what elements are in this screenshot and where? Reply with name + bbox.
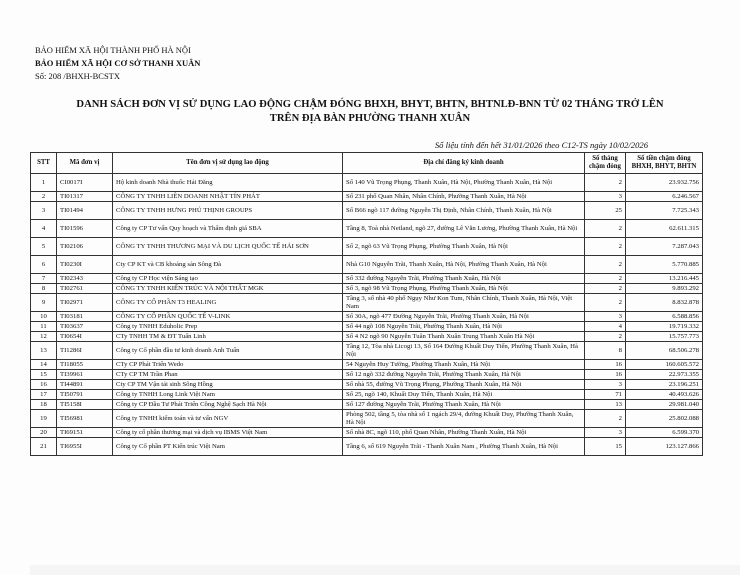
- table-row: [31, 410, 703, 428]
- cell-code: TI01494: [57, 202, 113, 220]
- cell-months: 15: [585, 438, 626, 456]
- cell-months: 2: [585, 284, 626, 294]
- cell-stt: 11: [31, 322, 57, 332]
- cell-amount: 13.216.445: [626, 274, 703, 284]
- document-title-line-1: DANH SÁCH ĐƠN VỊ SỬ DỤNG LAO ĐỘNG CHẬM ĐÓNG BHXH, BHYT, BHTN, BHTNLĐ-BNN TỪ 02 THÁNG TRỞ LÊN: [76, 99, 664, 110]
- branch-name: BẢO HIỂM XÃ HỘI CƠ SỞ THANH XUÂN: [35, 58, 201, 68]
- cell-code: TI02761: [57, 284, 113, 294]
- cell-address: Số 140 Vũ Trọng Phụng, Thanh Xuân, Hà Nội, Phường Thanh Xuân, Hà Nội: [343, 174, 585, 192]
- cell-months: 2: [585, 220, 626, 238]
- cell-stt: 16: [31, 380, 57, 390]
- cell-name: CÔNG TY CỔ PHẦN QUỐC TẾ V-LINK: [113, 312, 343, 322]
- overdue-employers-table: [30, 152, 703, 456]
- cell-address: Tầng 6, số 619 Nguyễn Trãi - Thanh Xuân Nam , Phường Thanh Xuân, Hà Nội: [343, 438, 585, 456]
- cell-address: Phòng 502, tầng 5, tòa nhà số 1 ngách 29/4, đường Khuất Duy, Phường Thanh Xuân, Hà Nội: [343, 410, 585, 428]
- table-row: [31, 390, 703, 400]
- cell-code: TI03181: [57, 312, 113, 322]
- cell-amount: 6.588.856: [626, 312, 703, 322]
- cell-stt: 3: [31, 202, 57, 220]
- cell-code: TI02343: [57, 274, 113, 284]
- table-row: [31, 256, 703, 274]
- cell-stt: 8: [31, 284, 57, 294]
- cell-months: 8: [585, 342, 626, 360]
- table-header-row: [31, 153, 703, 174]
- cell-code: CI0017I: [57, 174, 113, 192]
- cell-code: TI02971: [57, 294, 113, 312]
- cell-code: TI0230I: [57, 256, 113, 274]
- cell-months: 3: [585, 192, 626, 202]
- cell-name: Cty CP KT và CB khoáng sản Sông Đà: [113, 256, 343, 274]
- cell-address: Số 231 phố Quan Nhân, Nhân Chính, Phường Thanh Xuân, Hà Nội: [343, 192, 585, 202]
- cell-stt: 18: [31, 400, 57, 410]
- cell-address: Số 3, ngõ 98 Vũ Trọng Phụng, Phường Thanh Xuân, Hà Nội: [343, 284, 585, 294]
- table-row: [31, 294, 703, 312]
- cell-stt: 17: [31, 390, 57, 400]
- table-row: [31, 220, 703, 238]
- cell-name: Cty CP TM Vận tải sinh Sông Hồng: [113, 380, 343, 390]
- cell-months: 3: [585, 428, 626, 438]
- table-row: [31, 428, 703, 438]
- cell-amount: 123.127.866: [626, 438, 703, 456]
- document-title-line-2: TRÊN ĐỊA BÀN PHƯỜNG THANH XUÂN: [269, 113, 471, 124]
- cell-amount: 160.605.572: [626, 360, 703, 370]
- cell-months: 2: [585, 238, 626, 256]
- cell-address: Số 2, ngõ 63 Vũ Trọng Phụng, Phường Thanh Xuân, Hà Nội: [343, 238, 585, 256]
- cell-name: Công ty Cổ phần PT Kiến trúc Việt Nam: [113, 438, 343, 456]
- cell-amount: 29.981.040: [626, 400, 703, 410]
- cell-code: TI69151: [57, 428, 113, 438]
- cell-months: 3: [585, 312, 626, 322]
- cell-code: TI18055: [57, 360, 113, 370]
- cell-stt: 15: [31, 370, 57, 380]
- cell-name: Hộ kinh doanh Nhà thuốc Hải Đăng: [113, 174, 343, 192]
- cell-amount: 23.932.756: [626, 174, 703, 192]
- cell-months: 2: [585, 274, 626, 284]
- cell-name: Công ty cổ phần thương mại và dịch vụ IBMS Việt Nam: [113, 428, 343, 438]
- cell-name: Công ty CP Học viện Sáng tạo: [113, 274, 343, 284]
- cell-amount: 19.719.332: [626, 322, 703, 332]
- cell-code: TI39961: [57, 370, 113, 380]
- col-header-name: Tên đơn vị sử dụng lao động: [113, 153, 343, 174]
- cell-name: CÔNG TY TNHH THƯƠNG MẠI VÀ DU LỊCH QUỐC TẾ HẢI SƠN: [113, 238, 343, 256]
- table-row: [31, 174, 703, 192]
- document-number: Số: 208 /BHXH-BCSTX: [35, 71, 121, 81]
- cell-stt: 1: [31, 174, 57, 192]
- cell-stt: 7: [31, 274, 57, 284]
- table-row: [31, 370, 703, 380]
- table-row: [31, 360, 703, 370]
- cell-name: Công ty TNHH Eduholic Prep: [113, 322, 343, 332]
- cell-name: CÔNG TY TNHH LIÊN DOANH NHẬT TÍN PHÁT: [113, 192, 343, 202]
- cell-months: 16: [585, 370, 626, 380]
- cell-months: 2: [585, 332, 626, 342]
- cell-months: 2: [585, 294, 626, 312]
- cell-months: 2: [585, 174, 626, 192]
- cell-stt: 4: [31, 220, 57, 238]
- cell-name: CTy CP Phát Triển Wedo: [113, 360, 343, 370]
- cell-stt: 2: [31, 192, 57, 202]
- cell-amount: 6.246.567: [626, 192, 703, 202]
- table-row: [31, 400, 703, 410]
- cell-name: CÔNG TY CỔ PHẦN T3 HEALING: [113, 294, 343, 312]
- col-header-months: Số tháng chậm đóng: [585, 153, 626, 174]
- cell-address: Số 4 N2 ngõ 90 Nguyễn Tuân Thanh Xuân Trung Thanh Xuân Hà Nội: [343, 332, 585, 342]
- cell-amount: 6.599.370: [626, 428, 703, 438]
- cell-months: 3: [585, 380, 626, 390]
- col-header-code: Mã đơn vị: [57, 153, 113, 174]
- cell-address: Số nhà 55, đường Vũ Trọng Phụng, Phường Thanh Xuân, Hà Nội: [343, 380, 585, 390]
- cell-name: Công ty CP Tư vấn Quy hoạch và Thẩm định giá SBA: [113, 220, 343, 238]
- cell-name: CTy TNHH TM & ĐT Tuấn Linh: [113, 332, 343, 342]
- cell-stt: 14: [31, 360, 57, 370]
- cell-address: Số nhà 8C, ngõ 110, phố Quan Nhân, Phường Thanh Xuân, Hà Nội: [343, 428, 585, 438]
- cell-amount: 7.725.343: [626, 202, 703, 220]
- cell-address: Số 25, ngõ 140, Khuất Duy Tiến, Thanh Xuân, Hà Nội: [343, 390, 585, 400]
- table-row: [31, 274, 703, 284]
- cell-name: Công ty Cổ phần đầu tư kinh doanh Anh Tuấn: [113, 342, 343, 360]
- cell-months: 2: [585, 256, 626, 274]
- cell-stt: 6: [31, 256, 57, 274]
- cell-address: Số 127 đường Nguyễn Trãi, Phường Thanh Xuân, Hà Nội: [343, 400, 585, 410]
- cell-code: TI50791: [57, 390, 113, 400]
- cell-code: TI02106: [57, 238, 113, 256]
- cell-code: TI03637: [57, 322, 113, 332]
- cell-name: CÔNG TY TNHH KIẾN TRÚC VÀ NỘI THẤT MGK: [113, 284, 343, 294]
- cell-amount: 8.832.878: [626, 294, 703, 312]
- cell-amount: 22.973.355: [626, 370, 703, 380]
- cell-address: Tầng 12, Tòa nhà Licogi 13, Số 164 Đường Khuất Duy Tiến, Phường Thanh Xuân, Hà Nội: [343, 342, 585, 360]
- cell-name: CÔNG TY TNHH HƯNG PHÚ THỊNH GROUPS: [113, 202, 343, 220]
- cell-code: TI6955I: [57, 438, 113, 456]
- cell-code: TI1286I: [57, 342, 113, 360]
- cell-address: Số 12 ngõ 332 đường Nguyễn Trãi, Phường Thanh Xuân, Hà Nội: [343, 370, 585, 380]
- cell-address: Nhà G10 Nguyễn Trãi, Thanh Xuân, Hà Nội, Phường Thanh Xuân, Hà Nội: [343, 256, 585, 274]
- col-header-address: Địa chỉ đăng ký kinh doanh: [343, 153, 585, 174]
- cell-stt: 13: [31, 342, 57, 360]
- table-row: [31, 202, 703, 220]
- cell-months: 4: [585, 322, 626, 332]
- cell-amount: 9.893.292: [626, 284, 703, 294]
- table-row: [31, 192, 703, 202]
- cell-amount: 62.611.315: [626, 220, 703, 238]
- table-body: [31, 174, 703, 456]
- cell-months: 2: [585, 410, 626, 428]
- cell-stt: 9: [31, 294, 57, 312]
- cell-stt: 12: [31, 332, 57, 342]
- table-row: [31, 342, 703, 360]
- cell-amount: 15.757.773: [626, 332, 703, 342]
- page-continuation-edge: [30, 565, 740, 575]
- table-row: [31, 312, 703, 322]
- table-row: [31, 284, 703, 294]
- cell-address: Số 44 ngõ 108 Nguyễn Trãi, Phường Thanh Xuân, Hà Nội: [343, 322, 585, 332]
- cell-address: 54 Nguyễn Huy Tưởng, Phường Thanh Xuân, Hà Nội: [343, 360, 585, 370]
- cell-address: Số B66 ngõ 117 đường Nguyễn Thị Định, Nhân Chính, Thanh Xuân, Hà Nội: [343, 202, 585, 220]
- cell-address: Số 332 đường Nguyễn Trãi, Phường Thanh Xuân, Hà Nội: [343, 274, 585, 284]
- cell-stt: 20: [31, 428, 57, 438]
- cell-amount: 68.506.278: [626, 342, 703, 360]
- cell-name: Công ty TNHH kiểm toán và tư vấn NGV: [113, 410, 343, 428]
- cell-amount: 25.802.088: [626, 410, 703, 428]
- table-row: [31, 380, 703, 390]
- cell-stt: 5: [31, 238, 57, 256]
- table-row: [31, 238, 703, 256]
- cell-address: Số 30A, ngõ 477 Đường Nguyễn Trãi, Phường Thanh Xuân, Hà Nội: [343, 312, 585, 322]
- col-header-amount: Số tiền chậm đóng BHXH, BHYT, BHTN: [626, 153, 703, 174]
- cell-stt: 19: [31, 410, 57, 428]
- cell-address: Tầng 3, số nhà 40 phố Ngụy Như Kon Tum, Nhân Chính, Thanh Xuân, Hà Nội, Việt Nam: [343, 294, 585, 312]
- cell-address: Tầng 8, Toà nhà Netland, ngõ 27, đường Lê Văn Lương, Phường Thanh Xuân, Hà Nội: [343, 220, 585, 238]
- table-row: [31, 322, 703, 332]
- cell-amount: 23.196.251: [626, 380, 703, 390]
- cell-months: 13: [585, 400, 626, 410]
- cell-code: TI01596: [57, 220, 113, 238]
- cell-code: TI56981: [57, 410, 113, 428]
- cell-stt: 21: [31, 438, 57, 456]
- agency-name: BẢO HIỂM XÃ HỘI THÀNH PHỐ HÀ NỘI: [35, 45, 191, 55]
- cell-amount: 5.770.885: [626, 256, 703, 274]
- cell-name: Công ty CP Đầu Tư Phát Triển Công Nghệ Sạch Hà Nội: [113, 400, 343, 410]
- cell-months: 71: [585, 390, 626, 400]
- cell-months: 25: [585, 202, 626, 220]
- table-row: [31, 332, 703, 342]
- cell-amount: 7.287.043: [626, 238, 703, 256]
- table-row: [31, 438, 703, 456]
- cell-code: TI0654I: [57, 332, 113, 342]
- cell-name: Công ty TNHH Long Link Việt Nam: [113, 390, 343, 400]
- cell-code: TI01317: [57, 192, 113, 202]
- cell-months: 16: [585, 360, 626, 370]
- cell-code: TI44891: [57, 380, 113, 390]
- cell-amount: 40.493.626: [626, 390, 703, 400]
- cell-name: CTy CP TM Trần Phan: [113, 370, 343, 380]
- data-cutoff-note: Số liệu tính đến hết 31/01/2026 theo C12-TS ngày 10/02/2026: [434, 140, 648, 150]
- col-header-stt: STT: [31, 153, 57, 174]
- cell-code: TI5158I: [57, 400, 113, 410]
- cell-stt: 10: [31, 312, 57, 322]
